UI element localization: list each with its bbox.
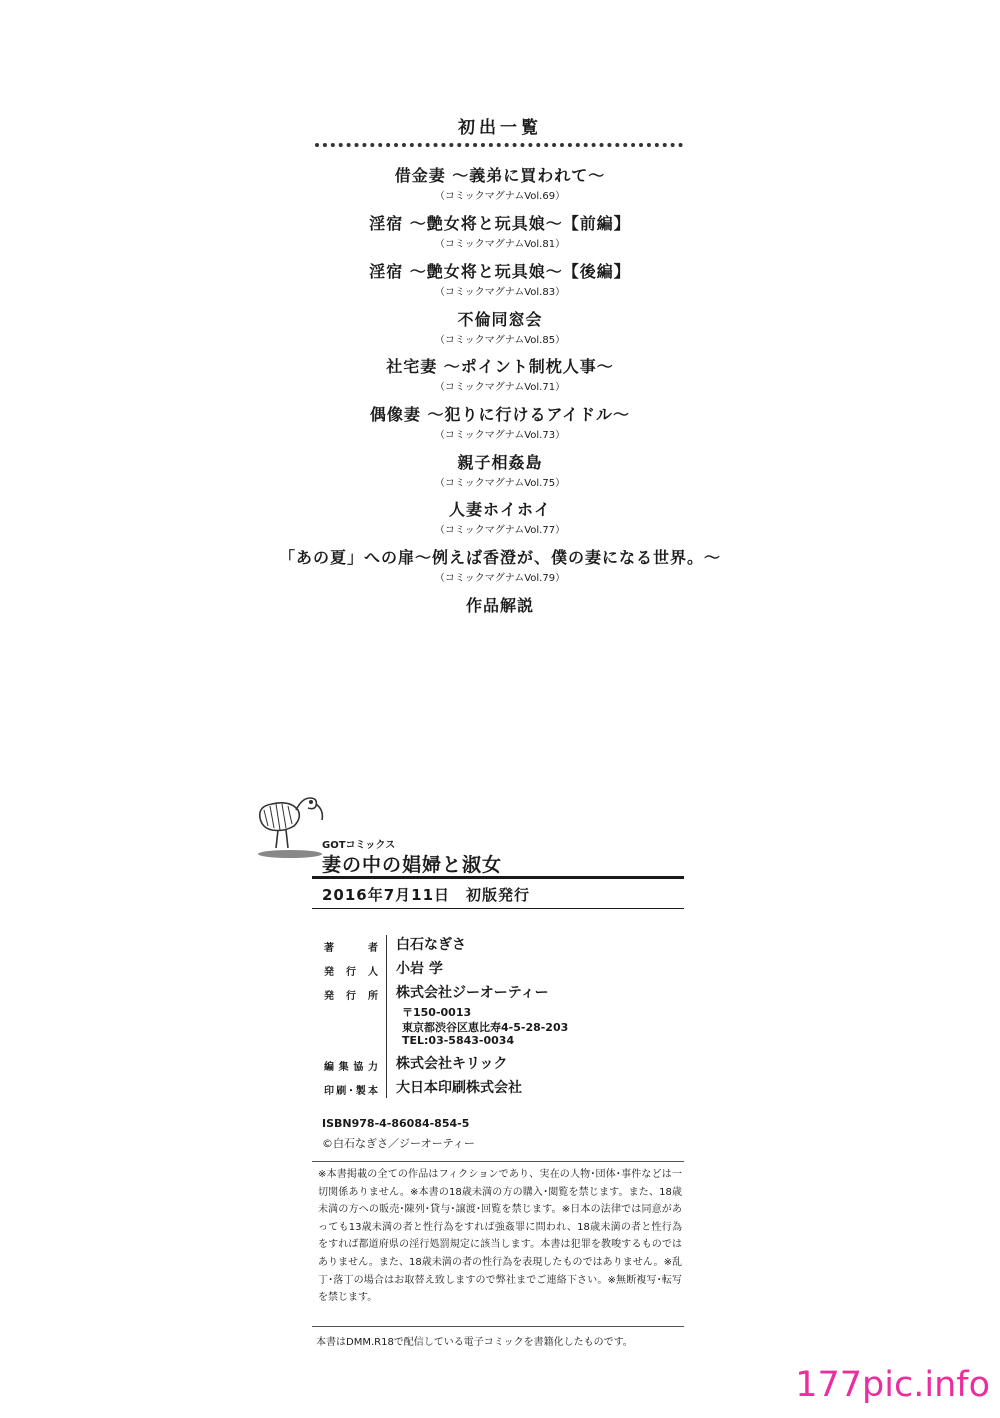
publication-date: 2016年7月11日 初版発行	[322, 886, 531, 904]
contents-entry	[0, 262, 1000, 300]
contents-entry	[0, 548, 1000, 586]
credit-value-printing: 大日本印刷株式会社	[396, 1080, 522, 1096]
title-rule	[312, 876, 684, 879]
credit-value-publisher-person: 小岩 学	[396, 961, 443, 977]
entry-source: （コミックマグナムVol.75）	[434, 478, 566, 489]
contents-entry	[0, 500, 1000, 538]
telephone: TEL:03-5843-0034	[402, 1034, 515, 1047]
credits-divider	[386, 935, 387, 1098]
credit-label-author: 著者	[324, 943, 378, 954]
date-rule	[312, 908, 684, 909]
postal-code: 〒150-0013	[402, 1006, 472, 1019]
isbn: ISBN978-4-86084-854-5	[322, 1117, 470, 1130]
entry-source: （コミックマグナムVol.79）	[434, 573, 566, 584]
contents-entry	[0, 214, 1000, 252]
contents-heading: 初出一覧	[458, 118, 542, 138]
entry-source: （コミックマグナムVol.77）	[434, 525, 566, 536]
contents-entry	[0, 453, 1000, 491]
imprint-label: GOTコミックス	[322, 840, 396, 851]
credit-value-editing: 株式会社キリック	[396, 1056, 508, 1072]
book-title: 妻の中の娼婦と淑女	[322, 854, 503, 876]
legal-notice: ※本書掲載の全ての作品はフィクションであり、実在の人物･団体･事件などは一切関係ありません。※本書の18歳未満の方の購入･閲覧を禁じます。また、18歳未満の方への販売･陳列･貸与･譲渡･回覧を禁じます。※日本の法律では同意があっても13歳未満の者と性行為をすれば強姦罪に問われ、18歳未満の者と性行為をすれば都道府県の淫行処罰規定に該当します。本書は犯罪を教唆するものではありません。また、18歳未満の者の性行為を表現したものではありません。※乱丁･落丁の場合はお取替え致しますので弊社までご連絡下さい。※無断複写･転写を禁じます。	[318, 1169, 682, 1304]
entry-source: （コミックマグナムVol.81）	[434, 239, 566, 250]
contents-entry	[0, 596, 1000, 616]
credit-label-publisher: 発行所	[324, 991, 378, 1002]
copyright: ©白石なぎさ／ジーオーティー	[322, 1137, 475, 1150]
entry-title: 作品解説	[465, 596, 534, 615]
credit-value-publisher: 株式会社ジーオーティー	[396, 985, 549, 1001]
entry-source: （コミックマグナムVol.69）	[434, 191, 566, 202]
entry-title: 淫宿 ～艶女将と玩具娘～【後編】	[369, 262, 631, 281]
entry-title: 「あの夏」への扉～例えば香澄が、僕の妻になる世界。～	[278, 548, 721, 567]
ebook-note: 本書はDMM.R18で配信している電子コミックを書籍化したものです。	[316, 1337, 633, 1348]
entry-source: （コミックマグナムVol.85）	[434, 335, 566, 346]
entry-title: 不倫同窓会	[457, 310, 543, 329]
contents-entry	[0, 166, 1000, 204]
entry-source: （コミックマグナムVol.71）	[434, 382, 566, 393]
credit-label-publisher-person: 発行人	[324, 967, 378, 978]
entry-title: 親子相姦島	[457, 453, 543, 472]
credit-label-printing: 印刷･製本	[324, 1086, 378, 1097]
entry-title: 人妻ホイホイ	[448, 500, 551, 519]
credit-value-author: 白石なぎさ	[396, 937, 466, 953]
entry-title: 社宅妻 ～ポイント制枕人事～	[386, 357, 614, 376]
notice-bottom-rule	[312, 1326, 684, 1327]
watermark: 177pic.info	[795, 1365, 990, 1405]
entry-source: （コミックマグナムVol.83）	[434, 287, 566, 298]
contents-entry	[0, 405, 1000, 443]
entry-title: 借金妻 ～義弟に買われて～	[394, 166, 606, 185]
credit-label-editing: 編集協力	[324, 1062, 378, 1073]
notice-top-rule	[312, 1161, 684, 1162]
entry-source: （コミックマグナムVol.73）	[434, 430, 566, 441]
bird-logo-icon	[250, 788, 330, 860]
entry-title: 淫宿 ～艶女将と玩具娘～【前編】	[369, 214, 631, 233]
entry-title: 偶像妻 ～犯りに行けるアイドル～	[369, 405, 631, 424]
contents-entry	[0, 357, 1000, 395]
contents-entry	[0, 310, 1000, 348]
dotted-divider	[315, 143, 683, 147]
street-address: 東京都渋谷区恵比寿4-5-28-203	[402, 1021, 569, 1034]
